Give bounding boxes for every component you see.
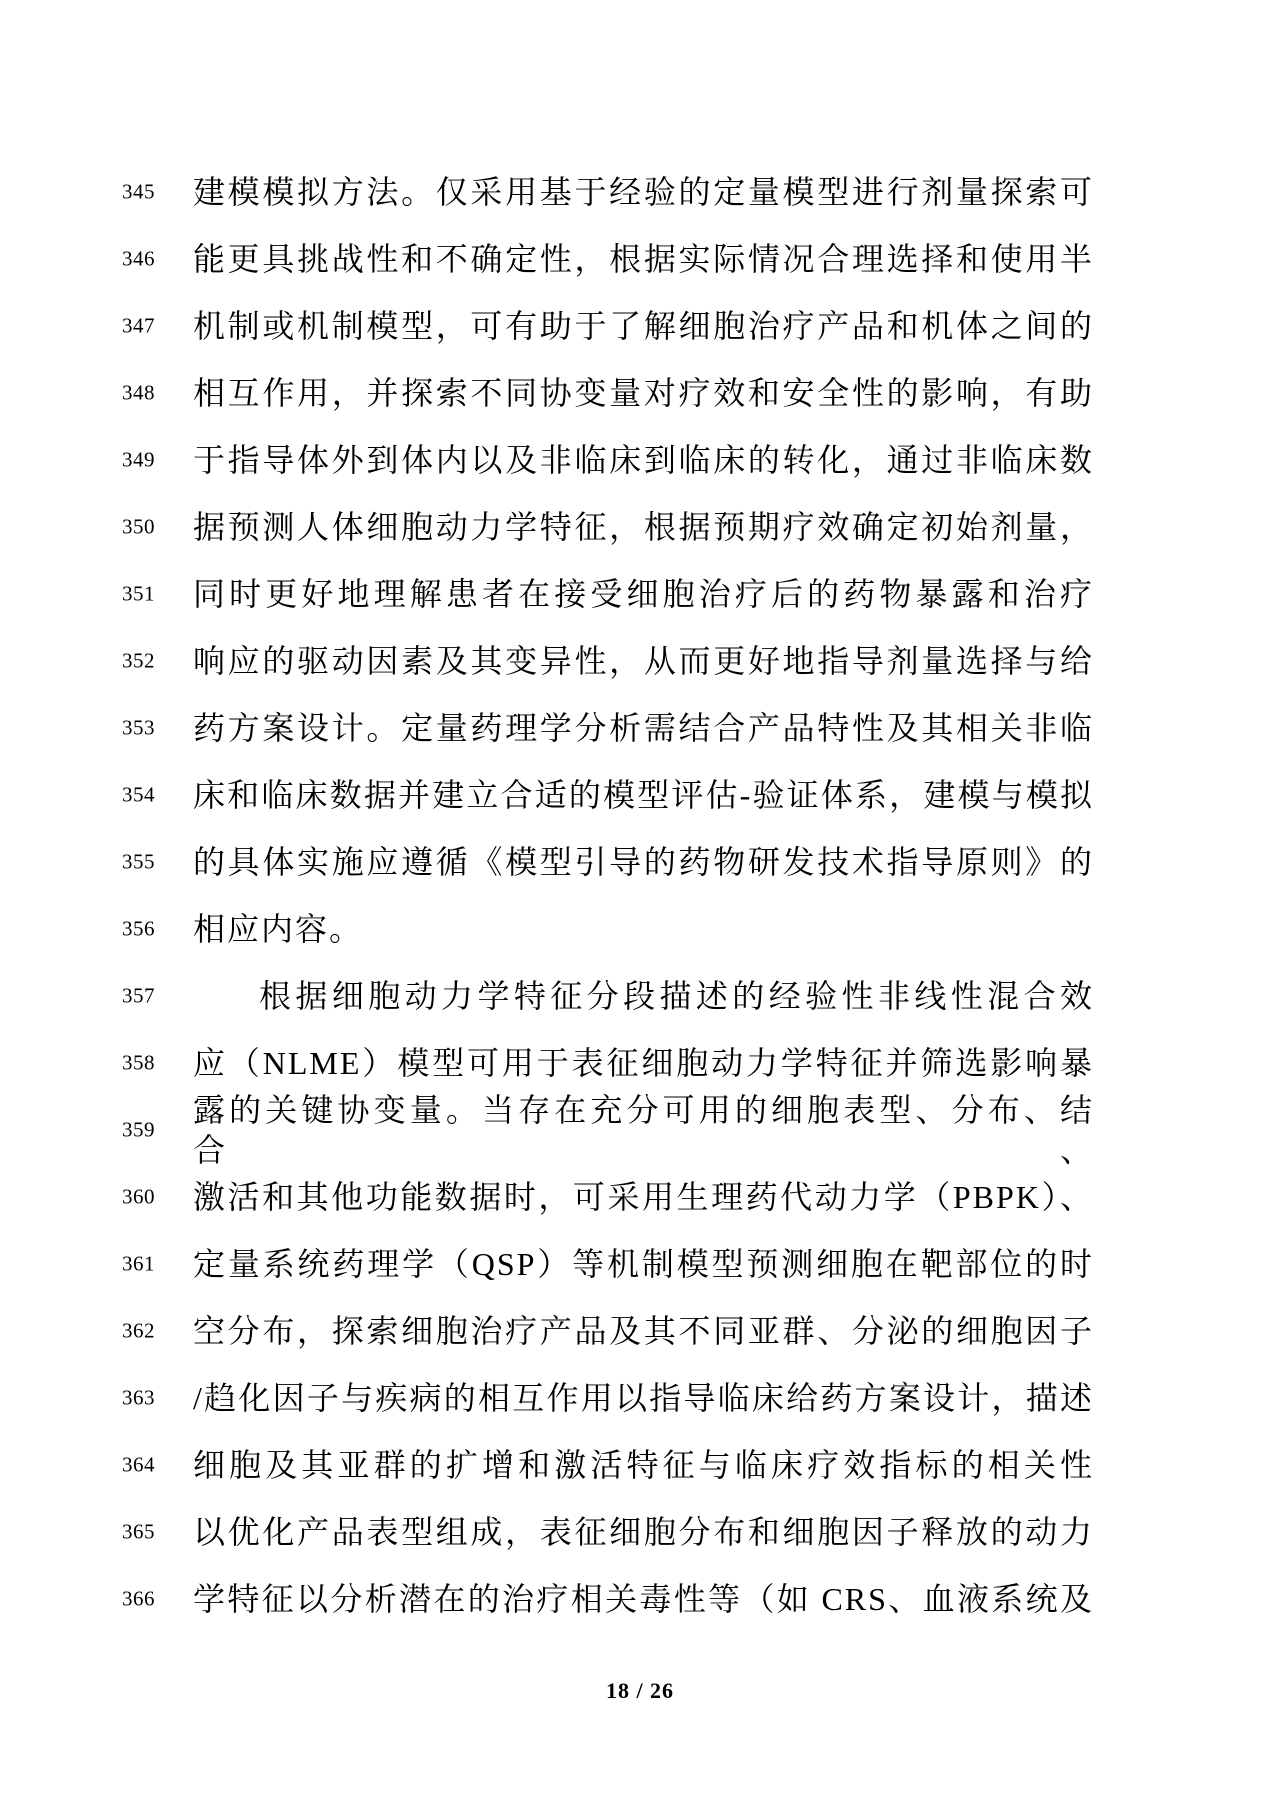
text-block (0, 158, 1280, 1632)
line-row (0, 292, 1280, 359)
line-number: 354 (122, 782, 155, 806)
line-text: 于指导体外到体内以及非临床到临床的转化，通过非临床数 (193, 441, 1094, 478)
line-text: 响应的驱动因素及其变异性，从而更好地指导剂量选择与给 (193, 642, 1094, 679)
line-number: 347 (122, 313, 155, 337)
line-row (0, 1029, 1280, 1096)
line-text: 据预测人体细胞动力学特征，根据预期疗效确定初始剂量， (193, 508, 1094, 545)
line-number: 362 (122, 1318, 155, 1342)
page-footer (0, 1678, 1280, 1704)
line-text: 以优化产品表型组成，表征细胞分布和细胞因子释放的动力 (193, 1513, 1094, 1550)
line-row (0, 694, 1280, 761)
line-text: 细胞及其亚群的扩增和激活特征与临床疗效指标的相关性 (193, 1446, 1094, 1483)
line-number: 365 (122, 1519, 155, 1543)
line-row (0, 359, 1280, 426)
line-row (0, 493, 1280, 560)
line-number: 345 (122, 179, 155, 203)
line-number: 366 (122, 1586, 155, 1610)
line-row (0, 426, 1280, 493)
line-text: 相互作用，并探索不同协变量对疗效和安全性的影响，有助 (193, 374, 1094, 411)
line-number: 353 (122, 715, 155, 739)
line-row (0, 761, 1280, 828)
line-row (0, 1364, 1280, 1431)
line-text: 定量系统药理学（QSP）等机制模型预测细胞在靶部位的时 (193, 1245, 1094, 1282)
line-number: 361 (122, 1251, 155, 1275)
line-row (0, 1230, 1280, 1297)
line-number: 352 (122, 648, 155, 672)
line-number: 356 (122, 916, 155, 940)
line-row (0, 1163, 1280, 1230)
line-number: 360 (122, 1184, 155, 1208)
line-row (0, 962, 1280, 1029)
line-row (0, 627, 1280, 694)
line-row (0, 1091, 1280, 1168)
line-text: 同时更好地理解患者在接受细胞治疗后的药物暴露和治疗 (193, 575, 1094, 612)
line-row (0, 1565, 1280, 1632)
line-text: 药方案设计。定量药理学分析需结合产品特性及其相关非临 (193, 709, 1094, 746)
line-text: 建模模拟方法。仅采用基于经验的定量模型进行剂量探索可 (193, 173, 1094, 210)
line-number: 351 (122, 581, 155, 605)
line-text: 应（NLME）模型可用于表征细胞动力学特征并筛选影响暴 (193, 1044, 1094, 1081)
line-row (0, 158, 1280, 225)
line-number: 357 (122, 983, 155, 1007)
line-text: 空分布，探索细胞治疗产品及其不同亚群、分泌的细胞因子 (193, 1312, 1094, 1349)
line-number: 355 (122, 849, 155, 873)
line-text: 根据细胞动力学特征分段描述的经验性非线性混合效 (259, 977, 1094, 1014)
line-text: 能更具挑战性和不确定性，根据实际情况合理选择和使用半 (193, 240, 1094, 277)
line-text: /趋化因子与疾病的相互作用以指导临床给药方案设计，描述 (193, 1379, 1094, 1416)
line-number: 358 (122, 1050, 155, 1074)
line-text: 床和临床数据并建立合适的模型评估-验证体系，建模与模拟 (193, 776, 1094, 813)
line-text: 学特征以分析潜在的治疗相关毒性等（如 CRS、血液系统及 (193, 1580, 1094, 1617)
line-text: 激活和其他功能数据时，可采用生理药代动力学（PBPK）、 (193, 1178, 1094, 1215)
line-number: 364 (122, 1452, 155, 1476)
line-number: 359 (122, 1117, 155, 1141)
line-text: 机制或机制模型，可有助于了解细胞治疗产品和机体之间的 (193, 307, 1094, 344)
line-text: 露的关键协变量。当存在充分可用的细胞表型、分布、结合、 (193, 1091, 1094, 1168)
line-number: 348 (122, 380, 155, 404)
line-row (0, 225, 1280, 292)
line-number: 346 (122, 246, 155, 270)
line-number: 349 (122, 447, 155, 471)
line-text: 相应内容。 (193, 910, 364, 947)
line-row (0, 895, 1280, 962)
line-row (0, 1431, 1280, 1498)
line-number: 363 (122, 1385, 155, 1409)
line-text: 的具体实施应遵循《模型引导的药物研发技术指导原则》的 (193, 843, 1094, 880)
line-row (0, 560, 1280, 627)
page-number-label: 18 / 26 (605, 1678, 675, 1703)
line-row (0, 1498, 1280, 1565)
line-row (0, 1297, 1280, 1364)
line-row (0, 828, 1280, 895)
line-number: 350 (122, 514, 155, 538)
